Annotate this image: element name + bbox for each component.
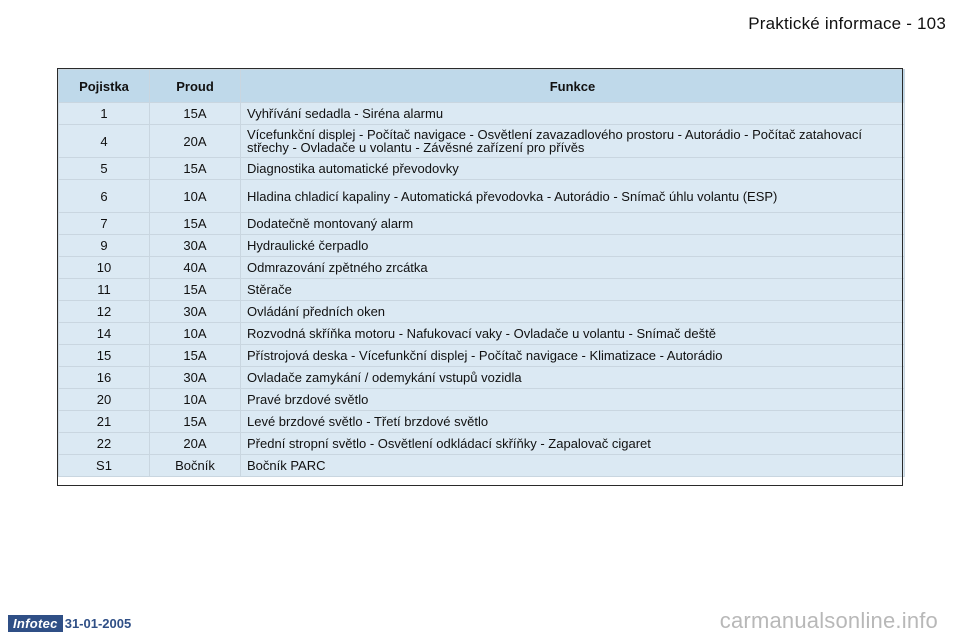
table-row <box>59 367 905 389</box>
fuse-function: Hydraulické čerpadlo <box>241 235 905 257</box>
fuse-number: 14 <box>59 323 150 345</box>
fuse-current: 10A <box>150 323 241 345</box>
footer <box>8 615 131 632</box>
fuse-function: Vícefunkční displej - Počítač navigace - Osvětlení zavazadlového prostoru - Autorádio - Počítač zatahovací střechy - Ovladače u volantu - Závěsné zařízení pro přívěs <box>241 125 905 158</box>
fuse-number: 7 <box>59 213 150 235</box>
table-row <box>59 433 905 455</box>
table-row <box>59 411 905 433</box>
fuse-number: 4 <box>59 125 150 158</box>
fuse-current: 30A <box>150 301 241 323</box>
fuse-number: 20 <box>59 389 150 411</box>
fuse-number: 16 <box>59 367 150 389</box>
page-title: Praktické informace - 103 <box>748 14 946 33</box>
table-row <box>59 213 905 235</box>
fuse-function: Vyhřívání sedadla - Siréna alarmu <box>241 103 905 125</box>
fuse-number: 5 <box>59 158 150 180</box>
fuse-current: 30A <box>150 235 241 257</box>
watermark: carmanualsonline.info <box>719 608 938 633</box>
table-row <box>59 323 905 345</box>
fuse-current: 15A <box>150 213 241 235</box>
fuse-number: 22 <box>59 433 150 455</box>
table-row <box>59 235 905 257</box>
fuse-current: 15A <box>150 103 241 125</box>
fuse-current: 15A <box>150 158 241 180</box>
column-header-current: Proud <box>150 70 241 103</box>
fuse-function: Ovládání předních oken <box>241 301 905 323</box>
fuse-number: 1 <box>59 103 150 125</box>
fuse-current: 15A <box>150 345 241 367</box>
table-row <box>59 279 905 301</box>
fuse-number: S1 <box>59 455 150 477</box>
fuse-function: Přední stropní světlo - Osvětlení odkládací skříňky - Zapalovač cigaret <box>241 433 905 455</box>
fuse-function: Stěrače <box>241 279 905 301</box>
fuse-number: 10 <box>59 257 150 279</box>
fuse-current: 10A <box>150 389 241 411</box>
footer-date: 31-01-2005 <box>64 616 132 631</box>
fuse-function: Bočník PARC <box>241 455 905 477</box>
table-row <box>59 180 905 213</box>
column-header-fuse: Pojistka <box>59 70 150 103</box>
fuse-current: 15A <box>150 411 241 433</box>
table-row <box>59 257 905 279</box>
fuse-current: 40A <box>150 257 241 279</box>
fuse-number: 9 <box>59 235 150 257</box>
fuse-number: 12 <box>59 301 150 323</box>
fuse-table <box>58 69 905 477</box>
fuse-function: Přístrojová deska - Vícefunkční displej - Počítač navigace - Klimatizace - Autorádio <box>241 345 905 367</box>
fuse-current: 30A <box>150 367 241 389</box>
fuse-function: Odmrazování zpětného zrcátka <box>241 257 905 279</box>
fuse-current: 20A <box>150 433 241 455</box>
fuse-number: 15 <box>59 345 150 367</box>
fuse-function: Rozvodná skříňka motoru - Nafukovací vaky - Ovladače u volantu - Snímač deště <box>241 323 905 345</box>
fuse-function: Dodatečně montovaný alarm <box>241 213 905 235</box>
fuse-function: Ovladače zamykání / odemykání vstupů vozidla <box>241 367 905 389</box>
fuse-current: 10A <box>150 180 241 213</box>
column-header-function: Funkce <box>241 70 905 103</box>
fuse-function: Hladina chladicí kapaliny - Automatická převodovka - Autorádio - Snímač úhlu volantu (ESP) <box>241 180 905 213</box>
table-row <box>59 301 905 323</box>
fuse-number: 11 <box>59 279 150 301</box>
fuse-current: 15A <box>150 279 241 301</box>
table-row <box>59 345 905 367</box>
table-row <box>59 125 905 158</box>
table-row <box>59 103 905 125</box>
fuse-function: Levé brzdové světlo - Třetí brzdové světlo <box>241 411 905 433</box>
fuse-current: 20A <box>150 125 241 158</box>
table-row <box>59 389 905 411</box>
fuse-number: 6 <box>59 180 150 213</box>
infotec-logo: Infotec <box>8 615 63 632</box>
table-header-row <box>59 70 905 103</box>
fuse-number: 21 <box>59 411 150 433</box>
table-row <box>59 455 905 477</box>
table-row <box>59 158 905 180</box>
fuse-function: Diagnostika automatické převodovky <box>241 158 905 180</box>
fuse-function: Pravé brzdové světlo <box>241 389 905 411</box>
fuse-current: Bočník <box>150 455 241 477</box>
